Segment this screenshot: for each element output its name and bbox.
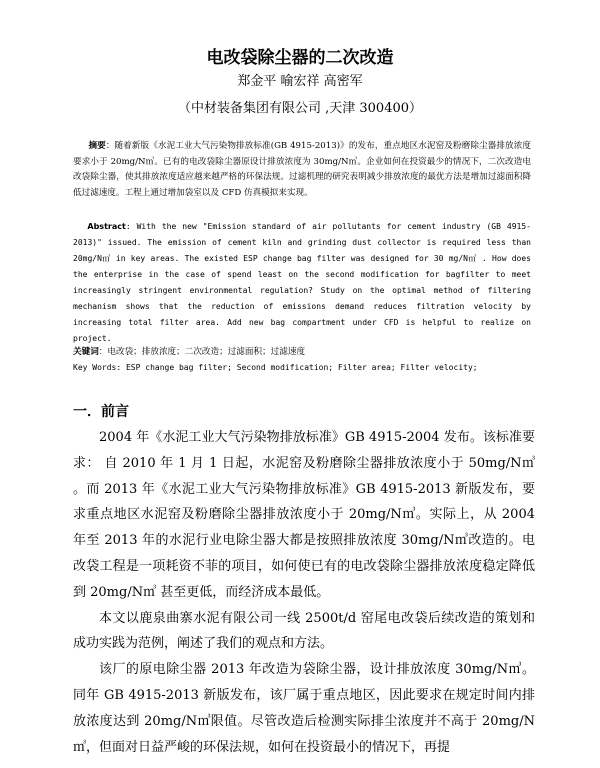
affiliation: （中材装备集团有限公司 ,天津 300400） — [177, 101, 423, 116]
abstract-en-label: Abstract — [87, 222, 126, 231]
paragraph: 该厂的原电除尘器 2013 年改造为袋除尘器，设计排放浓度 30mg/N㎥。同年 GB 4915-2013 新版发布，该厂属于重点地区，因此要求在规定时间内排放浓度达到 20mg/N㎥限值。尽管改造后检测实际排尘浓度并不高于 20mg/N㎥，但面对日益严峻的环保法规，如何在投资最小的情况下，再提 — [73, 662, 535, 755]
keywords-cn-label: 关键词 — [73, 347, 99, 357]
keywords-english: Key Words: ESP change bag filter; Second modification; Filter area; Filter velocity; — [73, 363, 478, 372]
keywords-chinese — [73, 345, 531, 360]
paragraph: 本文以鹿泉曲寨水泥有限公司一线 2500t/d 窑尾电改袋后续改造的策划和成功实践为范例，阐述了我们的观点和方法。 — [73, 610, 535, 652]
abstract-cn-text: ：随着新版《水泥工业大气污染物排放标准(GB 4915-2013)》的发布，重点地区水泥窑及粉磨除尘器排放浓度要求小于 20mg/N㎥。已有的电改袋除尘器原设计排放浓度为 30mg/N㎥。企业如何在投资最少的情况下，二次改造电改袋除尘器，使其排放浓度适应越来越严格的环保法规。过滤机理的研究表明减少排放浓度的最优方法是增加过滤面积降低过滤速度。工程上通过增加袋室以及 CFD 仿真模拟来实现。 — [73, 141, 531, 198]
abstract-english — [73, 219, 531, 347]
authors: 郑金平 喻宏祥 高密军 — [237, 74, 363, 89]
paragraph: 2004 年《水泥工业大气污染物排放标准》GB 4915-2004 发布。该标准要求： 自 2010 年 1 月 1 日起，水泥窑及粉磨除尘器排放浓度小于 50mg/N㎥ 。而 2013 年《水泥工业大气污染物排放标准》GB 4915-2013 新版发布，要求重点地区水泥窑及粉磨除尘器排放浓度小于 20mg/N㎥。实际上，从 2004 年至 2013 年的水泥行业电除尘器大都是按照排放浓度 30mg/N㎥改造的。电改袋工程是一项耗资不菲的项目，如何使已有的电改袋除尘器排放浓度稳定降低到 20mg/N㎥ 甚至更低，而经济成本最低。 — [73, 430, 535, 600]
abstract-cn-label: 摘要 — [88, 141, 106, 151]
keywords-cn-text: ：电改袋；排放浓度；二次改造；过滤面积；过滤速度 — [98, 347, 306, 357]
abstract-en-text: : With the new "Emission standard of air pollutants for cement industry (GB 4915-2013)" issued. The emission of cement kiln and grinding dust collector is required less than 20mg/N㎥ in key areas. The existed ESP change bag filter was designed for 30 mg/N㎥ . How does the enterprise in the case of spend least on the second modification for bagfilter to meet increasingly stringent environmental regulation? Study on the optimal method of filtering mechanism shows that the reduction of emissions demand reduces filtration velocity by increasing total filter area. Add new bag compartment under CFD is helpful to realize on project. — [73, 222, 531, 343]
body-text — [73, 425, 535, 760]
abstract-chinese — [73, 139, 531, 201]
paper-title: 电改袋除尘器的二次改造 — [206, 48, 394, 68]
section-heading-introduction: 一．前言 — [73, 404, 129, 420]
